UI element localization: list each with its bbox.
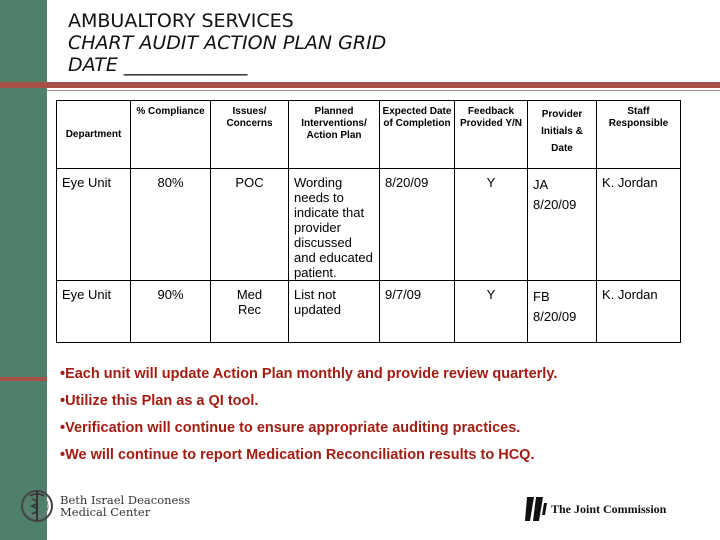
cell-department: Eye Unit (57, 281, 131, 343)
bidmc-name-line-1: Beth Israel Deaconess (60, 493, 191, 507)
cell-expected: 9/7/09 (380, 281, 455, 343)
slide-title (68, 10, 386, 76)
title-line-2: CHART AUDIT ACTION PLAN GRID (68, 32, 387, 54)
cell-planned: Wording needs to indicate that provider discussed and educated patient. (289, 169, 380, 281)
cell-issues-text: Med Rec (236, 287, 263, 317)
joint-commission-name: The Joint Commission (551, 501, 667, 516)
joint-commission-logo (525, 495, 666, 523)
header-compliance: % Compliance (131, 101, 211, 169)
table-row (57, 281, 681, 343)
header-planned-interventions: Planned Interventions/ Action Plan (289, 101, 380, 169)
cell-staff: K. Jordan (597, 169, 681, 281)
bullet-list (60, 364, 557, 472)
bullet-item: •Utilize this Plan as a QI tool. (60, 393, 259, 409)
provider-date: 8/20/09 (533, 197, 577, 212)
title-line-1: AMBUALTORY SERVICES (68, 10, 294, 32)
left-accent-bar (0, 0, 47, 540)
table-header-row (57, 101, 681, 169)
cell-provider (528, 169, 597, 281)
cell-compliance: 90% (131, 281, 211, 343)
provider-date: 8/20/09 (533, 309, 577, 324)
provider-initials: FB (533, 289, 550, 304)
title-line-3: DATE _____________ (68, 54, 248, 76)
title-divider (0, 82, 720, 88)
header-issues: Issues/ Concerns (211, 101, 289, 169)
cell-compliance: 80% (131, 169, 211, 281)
bidmc-name-line-2: Medical Center (60, 505, 151, 519)
header-provider: Provider Initials & Date (528, 101, 597, 169)
cell-department: Eye Unit (57, 169, 131, 281)
side-accent-divider (0, 377, 47, 381)
bullet-item: •Verification will continue to ensure appropriate auditing practices. (60, 420, 521, 436)
joint-commission-mark-icon (525, 495, 547, 523)
title-divider-thin (47, 90, 720, 91)
cell-issues: POC (211, 169, 289, 281)
cell-issues (211, 281, 289, 343)
bullet-item: •We will continue to report Medication Reconciliation results to HCQ. (60, 447, 535, 463)
header-department: Department (57, 101, 131, 169)
header-feedback: Feedback Provided Y/N (455, 101, 528, 169)
provider-initials: JA (533, 177, 549, 192)
caduceus-icon (20, 487, 54, 525)
cell-expected: 8/20/09 (380, 169, 455, 281)
bidmc-logo (20, 487, 190, 525)
bullet-item: •Each unit will update Action Plan monthly and provide review quarterly. (60, 366, 558, 382)
cell-feedback: Y (455, 281, 528, 343)
table-row (57, 169, 681, 281)
cell-provider (528, 281, 597, 343)
action-plan-table (56, 100, 681, 343)
cell-planned: List not updated (289, 281, 380, 343)
header-staff: Staff Responsible (597, 101, 681, 169)
header-expected-date: Expected Date of Completion (380, 101, 455, 169)
cell-staff: K. Jordan (597, 281, 681, 343)
cell-feedback: Y (455, 169, 528, 281)
